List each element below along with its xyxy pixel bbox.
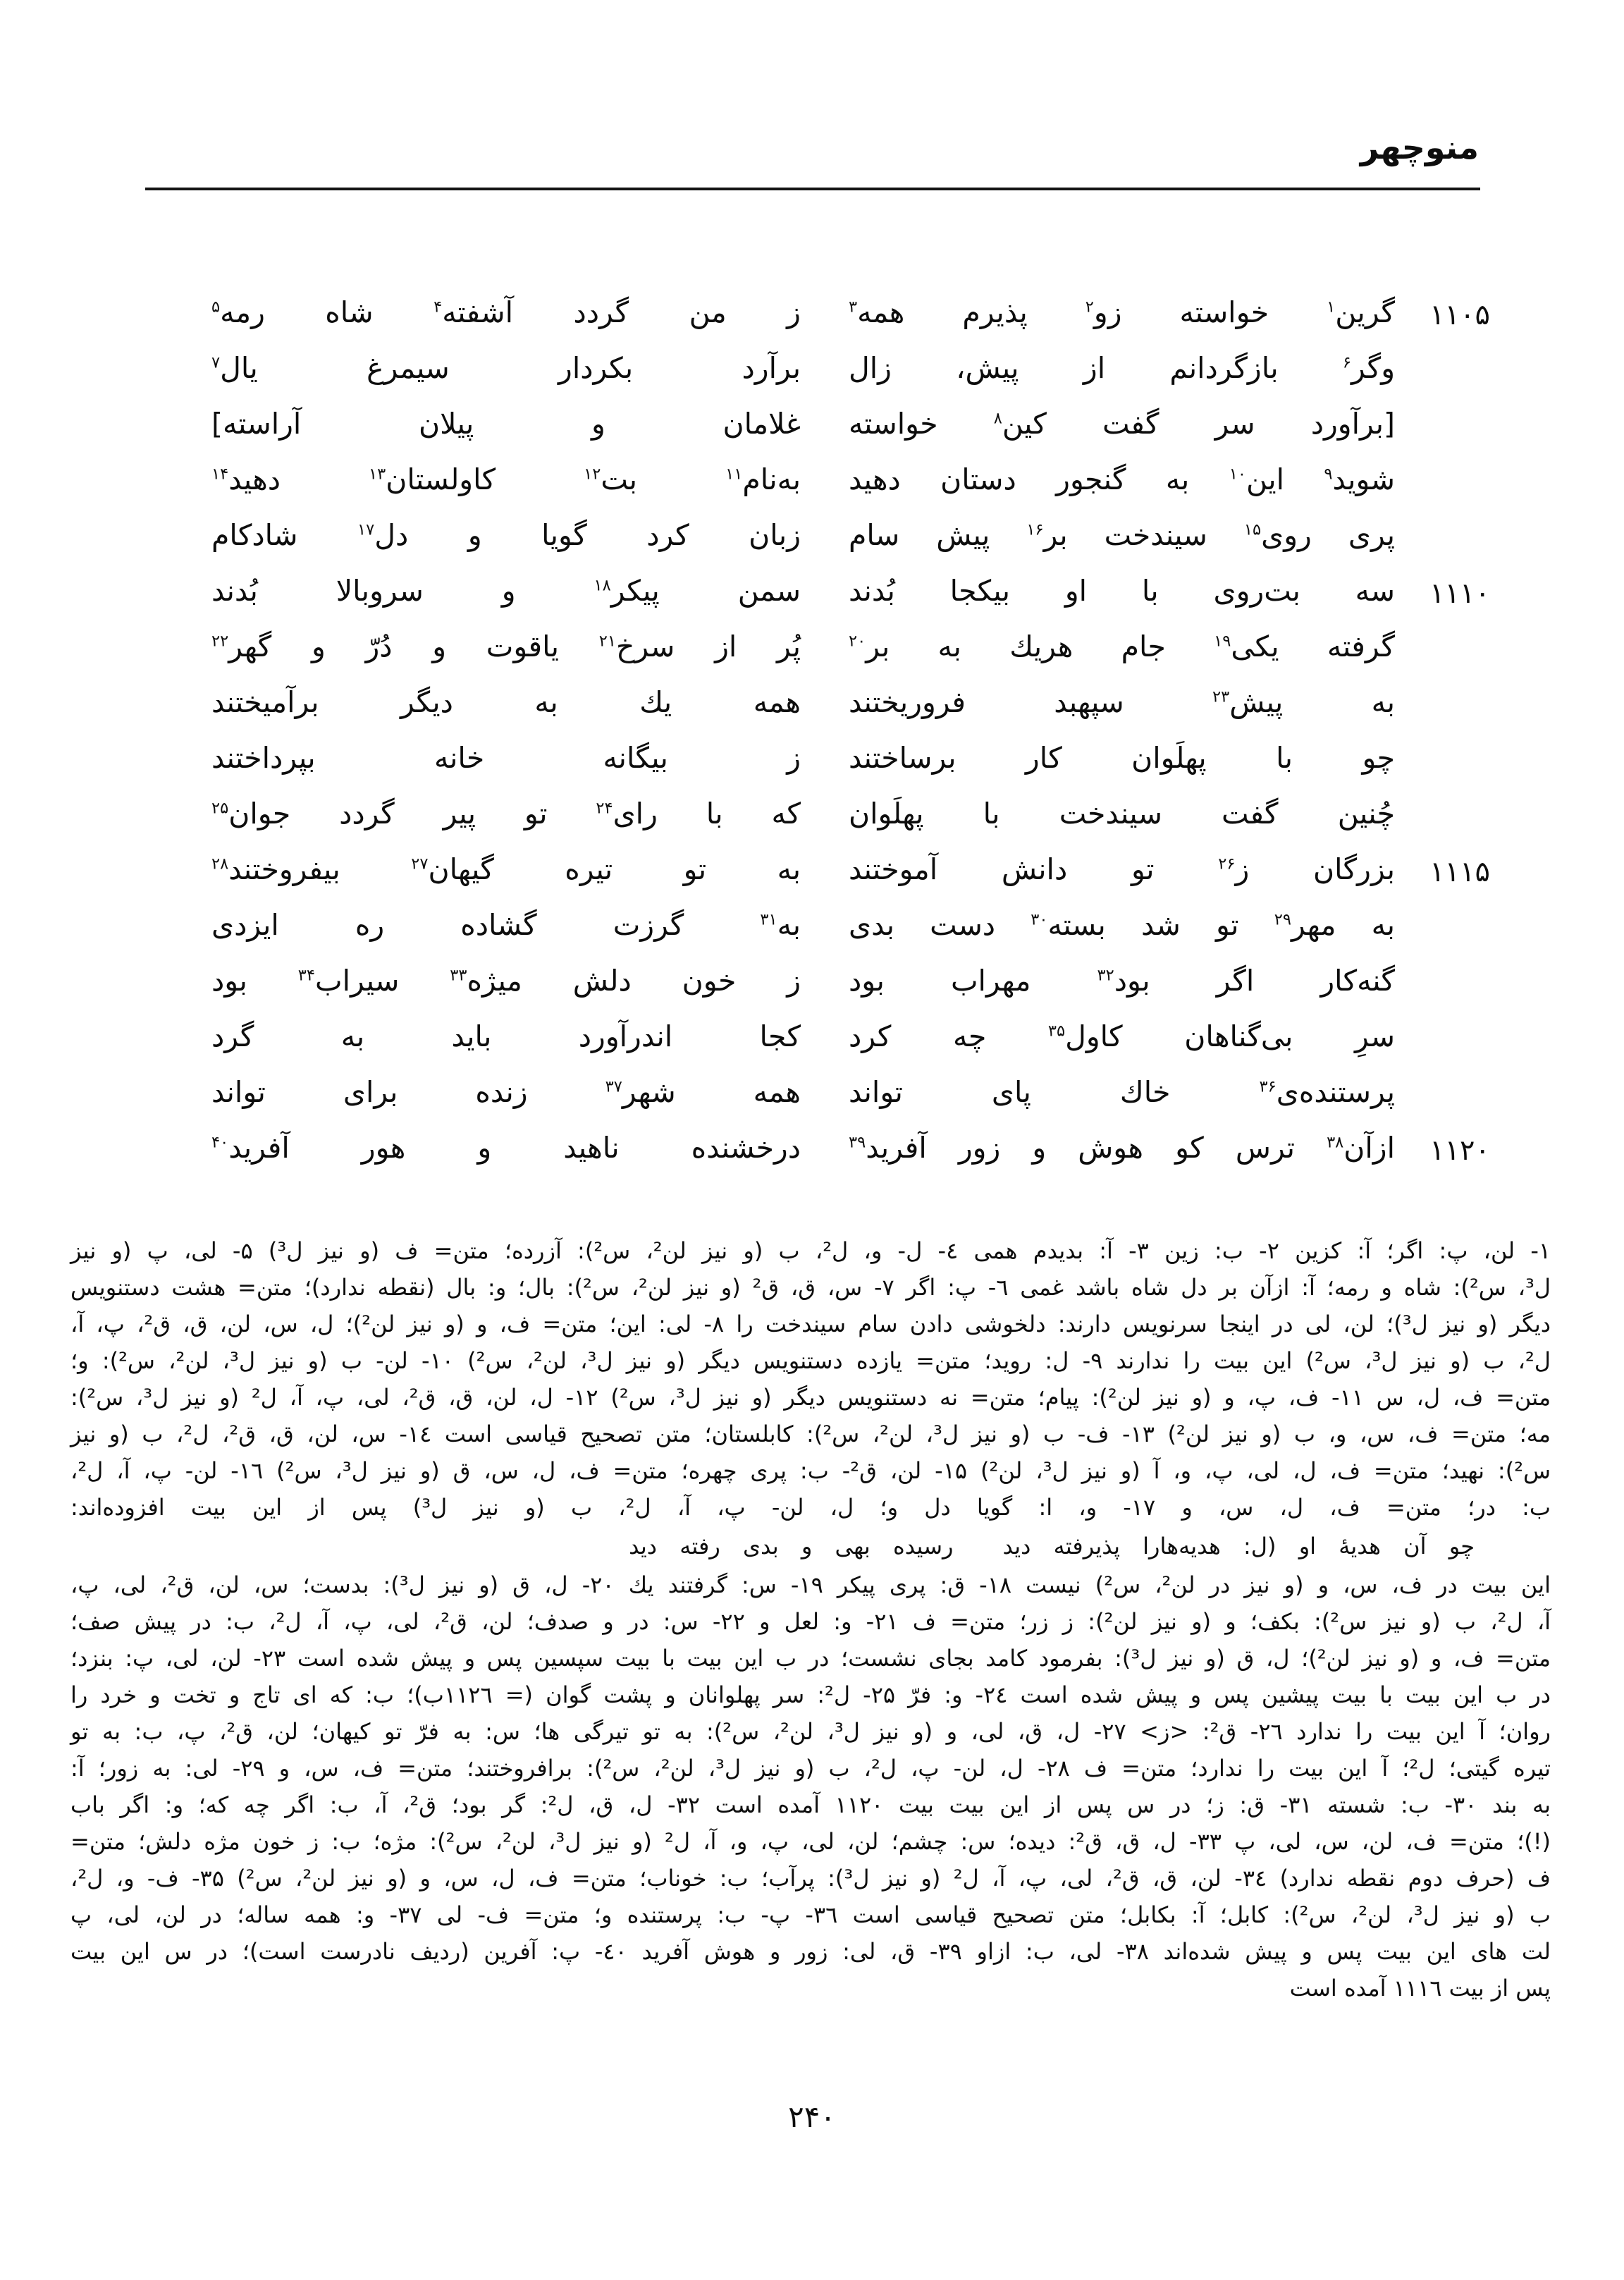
hemistich-left: ز خون دلش میژه$^{۳۳}$ سیراب$^{۳۴}$ بود xyxy=(211,964,801,998)
verse-number xyxy=(1395,792,1490,795)
verse-number xyxy=(1395,959,1490,962)
hemistich-right: پری روی$^{۱۵}$ سیندخت بر$^{۱۶}$ پیش سام xyxy=(849,518,1396,552)
verse-row xyxy=(211,513,1490,569)
verse-number: ۱۱۰۵ xyxy=(1429,299,1490,331)
hemistich-left: ز بیگانه خانه بپرداختند xyxy=(211,741,801,775)
apparatus-line: متن= ف، ل، س ۱۱- ف، پ، و (و نیز لن²): پیام؛ متن= نه دستنویس دیگر (و نیز ل³، س²) ۱۲- ل، لن، ق، ق²، لی، پ، آ، ل² (و نیز ل³، س²): xyxy=(70,1384,1551,1411)
hemistich-right: گرین$^۱$ خواسته زو$^۲$ پذیرم همه$^۳$ xyxy=(849,295,1395,329)
apparatus-line: ۱- لن، پ: اگر؛ آ: کزین ۲- ب: زین ۳- آ: بدیدم همی ٤- ل- و، ل²، ب (و نیز لن²، س²): آزرده؛ متن= ف (و نیز ل³) ۵- لی، پ (و نیز xyxy=(70,1237,1551,1264)
apparatus-line: ب (و نیز ل³، لن²، س²): کابل؛ آ: بکابل؛ متن تصحیح قیاسی است ۳٦- پ- ب: پرستنده و؛ متن= ف- لی ۳۷- و: همه ساله؛ در لن، لی، پ xyxy=(70,1901,1551,1928)
verse-block xyxy=(211,290,1490,1182)
verse-number xyxy=(1395,346,1490,349)
verse-number xyxy=(1395,402,1490,405)
apparatus-line: ل²، ب (و نیز ل³، س²) این بیت را ندارند ۹- ل: روید؛ متن= یازده دستنویس دیگر (و نیز ل³، لن²، س²) ۱۰- لن- ب (و نیز ل³، لن²، س²): و؛ xyxy=(70,1347,1551,1374)
critical-apparatus xyxy=(70,1232,1551,2006)
hemistich-left: کجا اندرآورد باید به گرد xyxy=(211,1019,801,1053)
hemistich-left: غلامان و پیلان آراسته] xyxy=(211,407,801,441)
hemistich-right: وگر$^۶$ بازگردانم از پیش، زال xyxy=(849,351,1395,385)
hemistich-right: سه بت‌روی با او بیکجا بُدند xyxy=(849,574,1395,608)
inline-verse-left: رسیده بهی و بدی رفته دید xyxy=(629,1533,954,1559)
hemistich-right: سرِ بی‌گناهان کاول$^{۳۵}$ چه کرد xyxy=(849,1019,1395,1053)
verse-row xyxy=(211,792,1490,847)
verse-row xyxy=(211,1070,1490,1126)
hemistich-left: همه یك به دیگر برآمیختند xyxy=(211,685,801,719)
hemistich-right: پرستنده‌ی$^{۳۶}$ خاك پای تواند xyxy=(849,1075,1395,1109)
verse-row xyxy=(211,1015,1490,1070)
verse-number xyxy=(1395,625,1490,627)
header-rule xyxy=(145,188,1480,190)
verse-number xyxy=(1395,736,1490,739)
hemistich-left: همه شهر$^{۳۷}$ زنده برای تواند xyxy=(211,1075,801,1109)
hemistich-right: شوید$^۹$ این$^{۱۰}$ به گنجور دستان دهید xyxy=(849,462,1396,496)
apparatus-line: لت های این بیت پس و پیش شده‌اند ۳۸- لی، ب: ازاو ۳۹- ق، لی: زور و هوش آفرید ٤۰- پ: آفرین (ردیف نادرست است)؛ در س این بیت xyxy=(70,1938,1551,1965)
verse-row xyxy=(211,959,1490,1015)
verse-row xyxy=(211,402,1490,458)
apparatus-line: ف (حرف دوم نقطه ندارد) ۳٤- لن، ق، ق²، لی، پ، آ، ل² (و نیز ل³): پرآب؛ ب: خوناب؛ متن= ف، ل، س، و (و نیز لن²، س²) ۳۵- ف- و، ل²، xyxy=(70,1865,1551,1892)
verse-number xyxy=(1395,1015,1490,1017)
verse-number: ۱۱۲۰ xyxy=(1429,1134,1490,1167)
apparatus-line: متن= ف، و (و نیز لن²)؛ ل، ق (و نیز ل³): بفرمود کامد بجای نشست؛ در ب این بیت با بیت سپسین پس و پیش شده است ۲۳- لن، لی، پ: بنزد؛ xyxy=(70,1645,1551,1672)
running-header-title: منوچهر xyxy=(1360,128,1479,166)
hemistich-right: [برآورد سر گفت کین$^۸$ خواسته xyxy=(849,407,1395,441)
apparatus-line: این بیت در ف، س، و (و نیز در لن²، س²) نیست ۱۸- ق: پری پیکر ۱۹- س: گرفتند یك ۲۰- ل، ق (و نیز ل³): بدست؛ س، لن، ق²، لی، پ، xyxy=(70,1571,1551,1598)
hemistich-right: به پیش$^{۲۳}$ سپهبد فروریختند xyxy=(849,685,1396,719)
apparatus-inline-verse xyxy=(70,1526,1551,1567)
verse-row xyxy=(211,290,1490,346)
verse-row xyxy=(211,903,1490,959)
verse-row xyxy=(211,569,1490,625)
hemistich-right: گنه‌کار اگر بود$^{۳۲}$ مهراب بود xyxy=(849,964,1395,998)
apparatus-closing-line: پس از بیت ۱۱۱٦ آمده است xyxy=(1289,1975,1551,2002)
verse-row xyxy=(211,346,1490,402)
hemistich-right: بزرگان ز$^{۲۶}$ تو دانش آموختند xyxy=(849,852,1395,886)
verse-row xyxy=(211,458,1490,513)
apparatus-line: مه؛ متن= ف، س، و، ب (و نیز لن²) ۱۳- ف- ب (و نیز ل³، لن²، س²): کابلستان؛ متن تصحیح قیاسی است ۱٤- س، لن، ق، ق²، ل²، ب (و نیز xyxy=(70,1421,1551,1447)
verse-number xyxy=(1395,903,1490,906)
page-number: ۲۴۰ xyxy=(788,2100,836,2134)
verse-number xyxy=(1395,513,1490,516)
apparatus-line: ل³، س²): شاه و رمه؛ آ: ازآن بر دل شاه باشد غمی ٦- پ: اگر ۷- س، ق، ق² (و نیز لن²، س²): بال؛ و: بال (نقطه ندارد)؛ متن= هشت دستنویس xyxy=(70,1274,1551,1301)
hemistich-left: سمن پیکر$^{۱۸}$ و سروبالا بُدند xyxy=(211,574,801,608)
verse-row xyxy=(211,625,1490,680)
hemistich-right: چو با پهلَوان کار برساختند xyxy=(849,741,1395,775)
apparatus-line: روان؛ آ این بیت را ندارد ۲٦- ق²: <ز> ۲۷- ل، ق، لی، و (و نیز ل³، لن²، س²): به تو تیرگی ها؛ س: به فرّ تو کیهان؛ لن، ق²، پ، ب: به تو xyxy=(70,1718,1551,1745)
hemistich-left: به تو تیره گیهان$^{۲۷}$ بیفروختند$^{۲۸}$ xyxy=(211,852,801,886)
apparatus-line: در ب این بیت با بیت پیشین پس و پیش شده است ۲٤- و: فرّ ۲۵- ل²: سر پهلوانان و پشت گوان (= ۱۱۲٦ب)؛ ب: که ای تاج و تخت و خرد را xyxy=(70,1681,1551,1708)
hemistich-left: ز من گردد آشفته$^۴$ شاه رمه$^۵$ xyxy=(211,295,801,329)
apparatus-line: دیگر (و نیز ل³)؛ لن، لی در اینجا سرنویس دارند: دلخوشی دادن سام سیندخت را ۸- لی: این؛ متن= ف، و (و نیز لن²)؛ ل، س، لن، ق، ق²، پ، آ، xyxy=(70,1311,1551,1337)
verse-number xyxy=(1395,1070,1490,1073)
verse-number: ۱۱۱۵ xyxy=(1429,856,1490,888)
hemistich-right: ازآن$^{۳۸}$ ترس کو هوش و زور آفرید$^{۳۹}$ xyxy=(849,1131,1395,1165)
hemistich-left: پُر از سرخ$^{۲۱}$ یاقوت و دُرّ و گهر$^{۲۲}$ xyxy=(211,630,801,663)
hemistich-left: زبان کرد گویا و دل$^{۱۷}$ شادکام xyxy=(211,518,801,552)
verse-number xyxy=(1395,458,1490,460)
apparatus-line: (!)؛ متن= ف، لن، س، لی، پ ۳۳- ل، ق، ق²: دیده؛ س: چشم؛ لن، لی، پ، و، آ، ل² (و نیز ل³، لن²، س²): مژه؛ ب: ز خون مژه دلش؛ متن= xyxy=(70,1828,1551,1855)
hemistich-left: که با رای$^{۲۴}$ تو پیر گردد جوان$^{۲۵}$ xyxy=(211,797,801,831)
apparatus-line: آ، ل²، ب (و نیز س²): بکف؛ و (و نیز لن²): ز زر؛ متن= ف ۲۱- و: لعل و ۲۲- س: در و صدف؛ لن، ق²، لی، پ، آ، ل²، ب: در پیش صف؛ xyxy=(70,1608,1551,1635)
hemistich-left: به$^{۳۱}$ گرزت گشاده ره ایزدی xyxy=(211,908,801,942)
hemistich-left: درخشنده ناهید و هور آفرید$^{۴۰}$ xyxy=(211,1131,801,1165)
verse-row xyxy=(211,736,1490,792)
verse-row xyxy=(211,847,1490,903)
hemistich-right: چُنین گفت سیندخت با پهلَوان xyxy=(849,797,1395,831)
apparatus-line: س²): نهید؛ متن= ف، ل، لی، پ، و، آ (و نیز ل³، لن²) ۱۵- لن، ق²- ب: پری چهره؛ متن= ف، ل، س، ق (و نیز ل³، س²) ۱٦- لن- پ، آ، ل²، xyxy=(70,1457,1551,1484)
verse-number xyxy=(1395,680,1490,683)
verse-number: ۱۱۱۰ xyxy=(1429,577,1490,610)
apparatus-line: تیره گیتی؛ ل²؛ آ این بیت را ندارد؛ متن= ف ۲۸- ل، لن- پ، ل²، ب (و نیز ل³، لن²، س²): برافروختند؛ متن= ف، س، و ۲۹- لی: به زور؛ آ: xyxy=(70,1755,1551,1782)
hemistich-right: به مهر$^{۲۹}$ تو شد بسته$^{۳۰}$ دست بدی xyxy=(849,908,1395,942)
apparatus-line: به بند ۳۰- ب: شسته ۳۱- ق: ز؛ در س پس از این بیت بیت ۱۱۲۰ آمده است ۳۲- ل، ق، ل²: گر بود؛ ق²، آ، ب: اگر چه که؛ و: اگر باب xyxy=(70,1791,1551,1818)
hemistich-left: به‌نام$^{۱۱}$ بت$^{۱۲}$ کاولستان$^{۱۳}$ دهید$^{۱۴}$ xyxy=(211,462,801,496)
hemistich-right: گرفته یکی$^{۱۹}$ جام هریك به بر$^{۲۰}$ xyxy=(849,630,1395,663)
verse-row xyxy=(211,1126,1490,1182)
verse-row xyxy=(211,680,1490,736)
apparatus-line: ب: در؛ متن= ف، ل، س، و ۱۷- و، ا: گویا دل و؛ ل، لن- پ، آ، ل²، ب (و نیز ل³) پس از این بیت افزوده‌اند: xyxy=(70,1494,1551,1521)
inline-verse-right: چو آن هدیهٔ او (ل: هدیه‌هارا پذیرفته دید xyxy=(1002,1533,1475,1559)
hemistich-left: برآرد بکردار سیمرغ یال$^۷$ xyxy=(211,351,801,385)
